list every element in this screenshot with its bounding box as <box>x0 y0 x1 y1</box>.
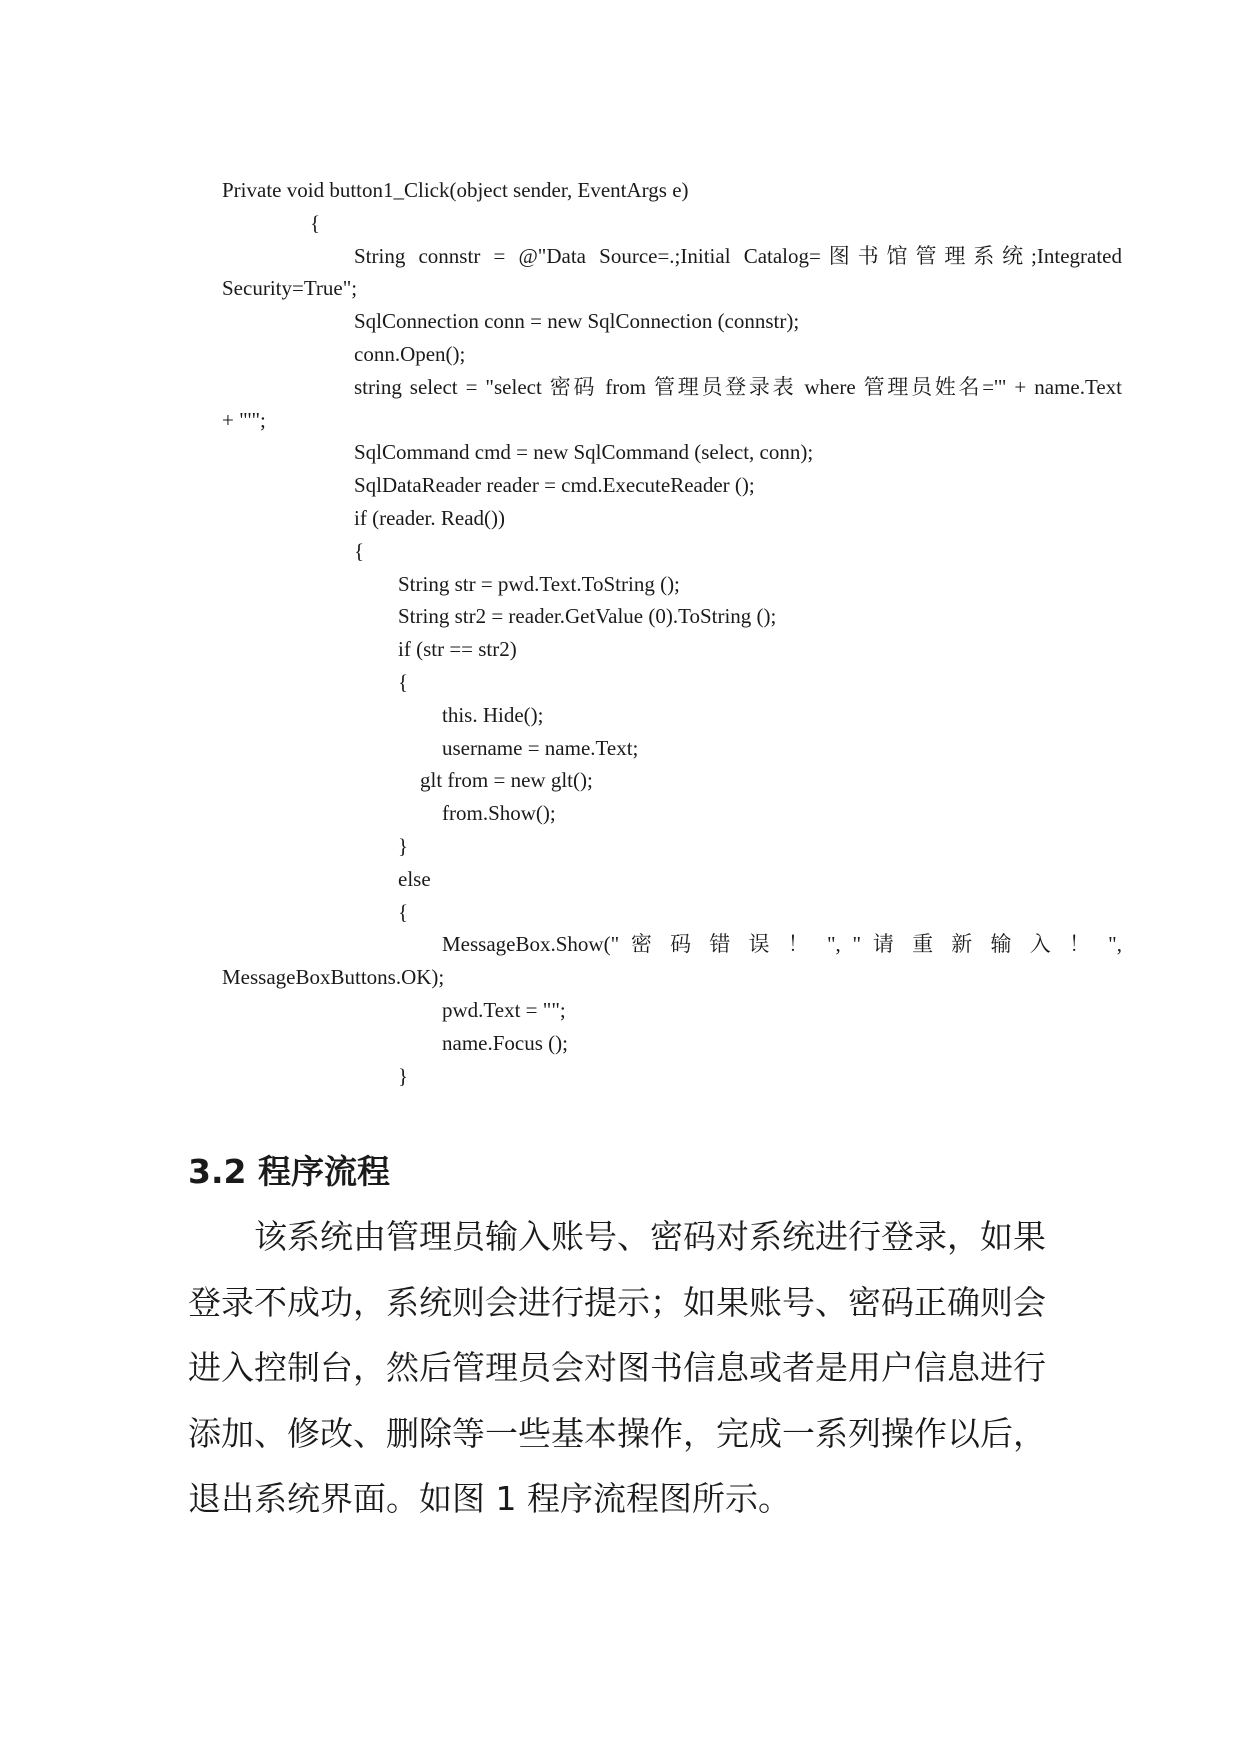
paragraph-line: 添加、修改、删除等一些基本操作，完成一系列操作以后， <box>188 1413 1046 1453</box>
paragraph-line: 退出系统界面。如图 1 程序流程图所示。 <box>188 1479 791 1518</box>
code-line: string select = "select 密码 from 管理员登录表 where 管理员姓名='" + name.Text <box>354 374 1122 399</box>
code-line: { <box>310 210 321 235</box>
code-line: if (str == str2) <box>398 637 517 662</box>
body-paragraph <box>188 1204 1058 1532</box>
code-line: MessageBox.Show(" 密 码 错 误 ！ ", " 请 重 新 输 入 ！ ", <box>442 932 1122 957</box>
code-line: username = name.Text; <box>442 735 639 760</box>
code-line: String connstr = @"Data Source=.;Initial Catalog=图书馆管理系统;Integrated <box>354 243 1122 268</box>
code-line: Private void button1_Click(object sender, EventArgs e) <box>222 178 689 202</box>
code-line: SqlCommand cmd = new SqlCommand (select, conn); <box>354 440 814 465</box>
code-line: from.Show(); <box>442 801 556 826</box>
code-line: conn.Open(); <box>354 341 466 366</box>
code-line: name.Focus (); <box>442 1030 568 1055</box>
code-line: SqlDataReader reader = cmd.ExecuteReader (); <box>354 473 755 498</box>
code-line: String str = pwd.Text.ToString (); <box>398 571 680 596</box>
code-line: Security=True"; <box>222 276 358 301</box>
paragraph-line: 该系统由管理员输入账号、密码对系统进行登录，如果 <box>254 1217 1046 1256</box>
code-listing <box>222 174 1122 1092</box>
code-line: + "'"; <box>222 407 266 432</box>
code-line: SqlConnection conn = new SqlConnection (connstr); <box>354 309 800 334</box>
code-line: } <box>398 1063 409 1088</box>
code-line: MessageBoxButtons.OK); <box>222 965 445 990</box>
code-line: else <box>398 866 431 891</box>
code-line: String str2 = reader.GetValue (0).ToString (); <box>398 604 777 629</box>
paragraph-line: 进入控制台，然后管理员会对图书信息或者是用户信息进行 <box>188 1348 1046 1387</box>
code-line: if (reader. Read()) <box>354 505 505 530</box>
code-line: this. Hide(); <box>442 702 544 727</box>
code-line: } <box>398 833 409 858</box>
code-line: { <box>354 538 365 563</box>
section-heading: 3.2 程序流程 <box>188 1152 390 1191</box>
code-line: { <box>398 669 409 694</box>
code-line: { <box>398 899 409 924</box>
code-line: glt from = new glt(); <box>420 768 593 793</box>
paragraph-line: 登录不成功，系统则会进行提示；如果账号、密码正确则会 <box>188 1282 1046 1322</box>
code-line: pwd.Text = ""; <box>442 997 566 1022</box>
